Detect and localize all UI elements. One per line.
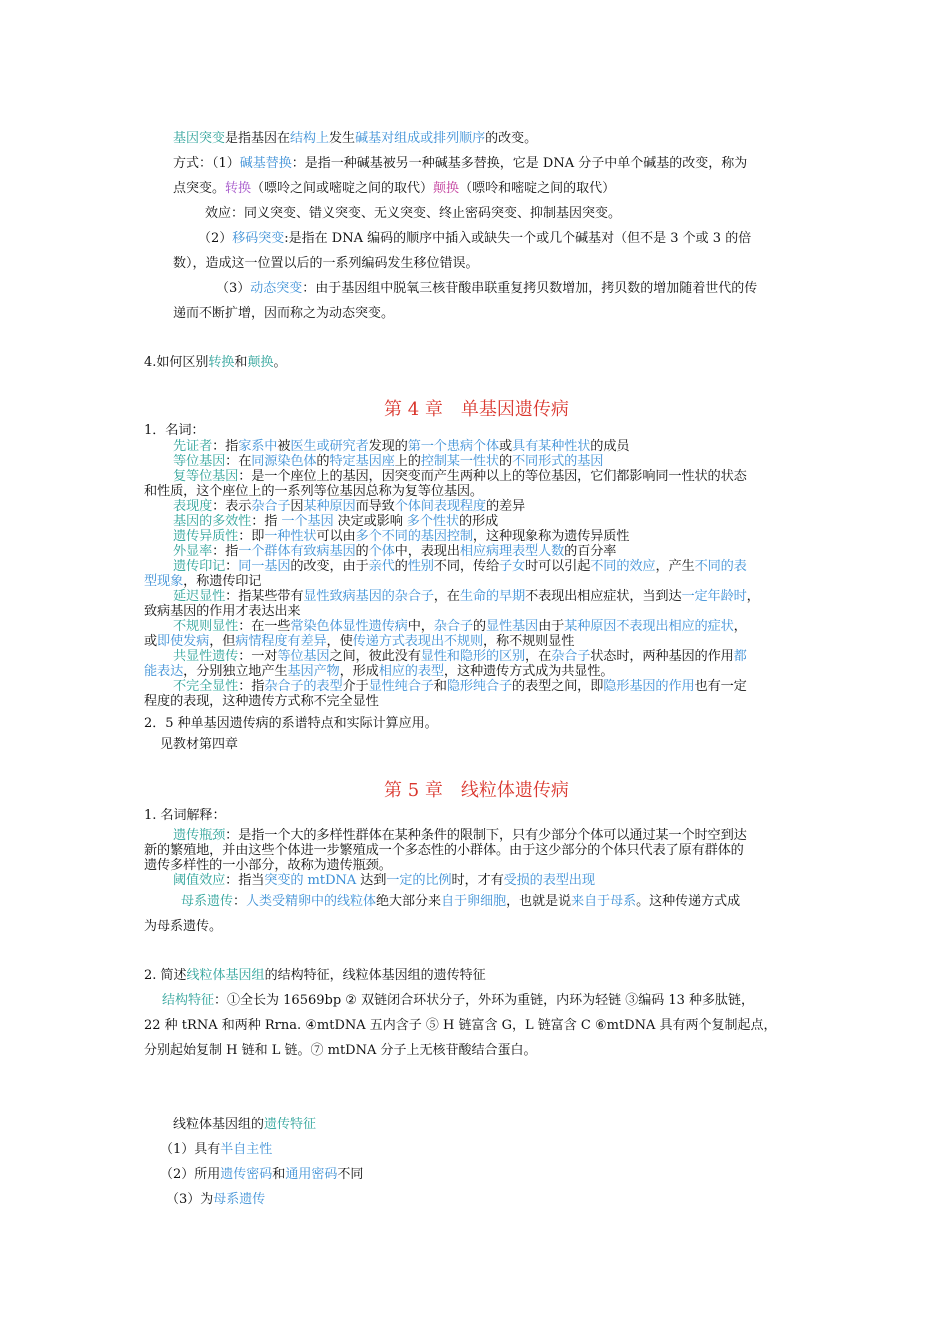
ch4-question-2: 2．5 种单基因遗传病的系谱特点和实际计算应用。 xyxy=(144,716,438,731)
ch4-line: 遗传印记：同一基因的改变，由于亲代的性别不同，传给子女时可以引起不同的效应，产生不同的表 xyxy=(173,559,747,574)
para-mode-1b: 点突变。转换（嘌呤之间或嘧啶之间的取代）颠换（嘌呤和嘧啶之间的取代） xyxy=(173,181,616,196)
para-dynamic-cont: 递而不断扩增，因而称之为动态突变。 xyxy=(173,306,395,321)
ch4-line: 程度的表现，这种遗传方式称不完全显性 xyxy=(144,694,379,709)
ch4-line: 复等位基因：是一个座位上的基因，因突变而产生两种以上的等位基因，它们都影响同一性状的状态 xyxy=(173,469,747,484)
para-definition-mutation: 基因突变是指基因在结构上发生碱基对组成或排列顺序的改变。 xyxy=(173,131,538,146)
ch4-line: 不完全显性：指杂合子的表型介于显性纯合子和隐形纯合子的表型之间，即隐形基因的作用也有一定 xyxy=(173,679,747,694)
ch5-line: 线粒体基因组的遗传特征 xyxy=(173,1117,317,1132)
ch5-line: 分别起始复制 H 链和 L 链。⑦ mtDNA 分子上无核苷酸结合蛋白。 xyxy=(144,1043,537,1058)
ch4-line: 共显性遗传：一对等位基因之间，彼此没有显性和隐形的区别，在杂合子状态时，两种基因的作用都 xyxy=(173,649,747,664)
ch5-line: （1）具有半自主性 xyxy=(160,1142,273,1157)
term-gene-mutation: 基因突变 xyxy=(173,131,226,146)
ch5-line: 新的繁殖地，并由这些个体进一步繁殖成一个多态性的小群体。由于这少部分的个体只代表了原有群体的 xyxy=(144,843,744,858)
para-mode-1: 方式：（1）碱基替换：是指一种碱基被另一种碱基多替换，它是 DNA 分子中单个碱基的改变，称为 xyxy=(173,156,748,171)
para-effects: 效应：同义突变、错义突变、无义突变、终止密码突变、抑制基因突变。 xyxy=(205,206,622,221)
ch4-line: 和性质，这个座位上的一系列等位基因总称为复等位基因。 xyxy=(144,484,483,499)
ch5-line: 母系遗传：人类受精卵中的线粒体绝大部分来自于卵细胞，也就是说来自于母系。这种传递方式成 xyxy=(181,894,741,909)
ch4-line: 不规则显性：在一些常染色体显性遗传病中，杂合子的显性基因由于某种原因不表现出相应的症状， xyxy=(173,619,747,634)
chapter-5-title: 第 5 章 线粒体遗传病 xyxy=(384,780,569,801)
ch4-line: 或即使发病，但病情程度有差异，使传递方式表现出不规则，称不规则显性 xyxy=(144,634,575,649)
chapter-4-title: 第 4 章 单基因遗传病 xyxy=(384,399,569,420)
ch5-line: 结构特征：①全长为 16569bp ② 双链闭合环状分子，外环为重链，内环为轻链 ③编码 13 种多肽链， xyxy=(162,993,755,1008)
ch4-line: 1．名词： xyxy=(144,423,205,438)
ch5-line: 22 种 tRNA 和两种 Rrna. ④mtDNA 五内含子 ⑤ H 链富含 G，L 链富含 C ⑥mtDNA 具有两个复制起点， xyxy=(144,1018,777,1033)
ch4-line: 等位基因：在同源染色体的特定基因座上的控制某一性状的不同形式的基因 xyxy=(173,454,604,469)
para-dynamic: （3）动态突变：由于基因组中脱氧三核苷酸串联重复拷贝数增加，拷贝数的增加随着世代的传 xyxy=(216,281,758,296)
ch5-line: 遗传多样性的一小部分，故称为遗传瓶颈。 xyxy=(144,858,392,873)
ch4-line: 基因的多效性：指 一个基因 决定或影响 多个性状的形成 xyxy=(173,514,499,529)
question-4: 4.如何区别转换和颠换。 xyxy=(144,355,287,370)
para-frameshift: （2）移码突变:是指在 DNA 编码的顺序中插入或缺失一个或几个碱基对（但不是 3 个或 3 的倍 xyxy=(198,231,752,246)
ch5-line: 阈值效应：指当突变的 mtDNA 达到一定的比例时，才有受损的表型出现 xyxy=(173,873,595,888)
ch4-line: 致病基因的作用才表达出来 xyxy=(144,604,301,619)
ch4-line: 延迟显性：指某些带有显性致病基因的杂合子，在生命的早期不表现出相应症状，当到达一定年龄时， xyxy=(173,589,760,604)
ch4-line: 遗传异质性：即一种性状可以由多个不同的基因控制，这种现象称为遗传异质性 xyxy=(173,529,630,544)
ch4-see-textbook: 见教材第四章 xyxy=(160,737,239,752)
ch5-line: （2）所用遗传密码和通用密码不同 xyxy=(160,1167,364,1182)
ch4-line: 型现象，称遗传印记 xyxy=(144,574,262,589)
ch5-line: 遗传瓶颈：是指一个大的多样性群体在某种条件的限制下，只有少部分个体可以通过某一个时空到达 xyxy=(173,828,747,843)
ch4-line: 先证者：指家系中被医生或研究者发现的第一个患病个体或具有某种性状的成员 xyxy=(173,439,630,454)
ch4-line: 外显率：指一个群体有致病基因的个体中，表现出相应病理表型人数的百分率 xyxy=(173,544,617,559)
ch4-line: 能表达，分别独立地产生基因产物，形成相应的表型，这种遗传方式成为共显性。 xyxy=(144,664,614,679)
ch5-line: （3）为母系遗传 xyxy=(166,1192,266,1207)
ch4-line: 表现度：表示杂合子因某种原因而导致个体间表现程度的差异 xyxy=(173,499,526,514)
ch5-question-2: 2. 简述线粒体基因组的结构特征，线粒体基因组的遗传特征 xyxy=(144,968,486,983)
para-frameshift-cont: 数），造成这一位置以后的一系列编码发生移位错误。 xyxy=(173,256,479,271)
ch5-line: 1. 名词解释： xyxy=(144,808,226,823)
ch5-line: 为母系遗传。 xyxy=(144,919,223,934)
